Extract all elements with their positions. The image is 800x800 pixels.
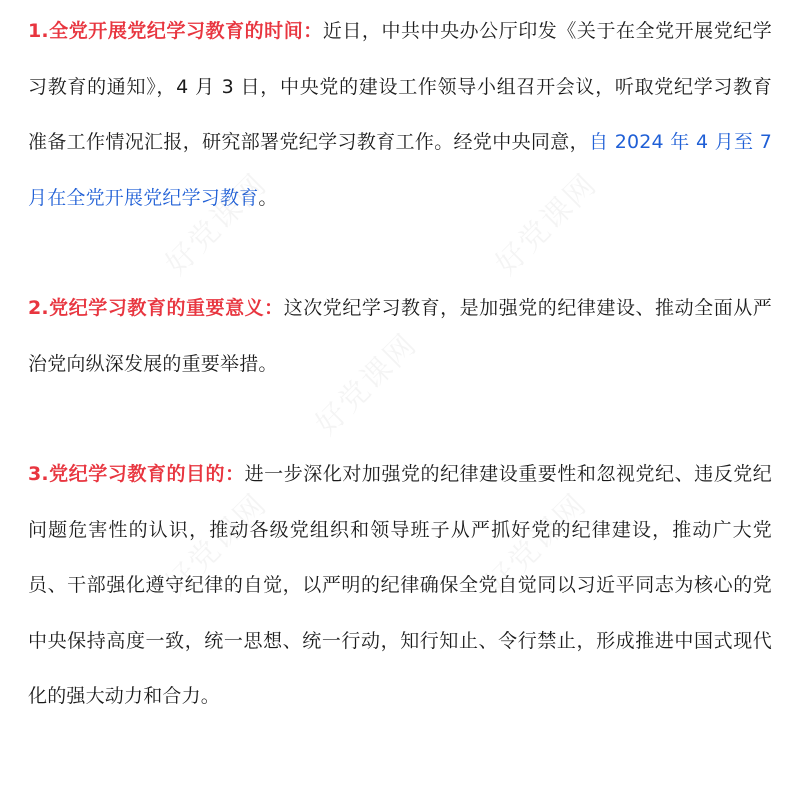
- section-text-end: 。: [258, 186, 278, 209]
- section-text: 这次党纪学习教育，是加强党的纪律建设、推动全面从严治党向纵深发展的重要举措。: [28, 297, 772, 375]
- section-heading: 1.全党开展党纪学习教育的时间：: [28, 20, 323, 42]
- section-time: [28, 4, 772, 226]
- section-heading: 2.党纪学习教育的重要意义：: [28, 297, 284, 319]
- highlight-text: 自 2024 年 4 月至 7 月在全党开展党纪学习教育: [28, 131, 772, 209]
- section-significance: [28, 281, 772, 392]
- section-text: 进一步深化对加强党的纪律建设重要性和忽视党纪、违反党纪问题危害性的认识，推动各级党组织和领导班子从严抓好党的纪律建设，推动广大党员、干部强化遵守纪律的自觉，以严明的纪律确保全党自觉同以习近平同志为核心的党中央保持高度一致，统一思想、统一行动，知行知止、令行禁止，形成推进中国式现代化的强大动力和合力。: [28, 463, 773, 707]
- section-heading: 3.党纪学习教育的目的：: [28, 463, 245, 485]
- section-text: 近日，中共中央办公厅印发《关于在全党开展党纪学习教育的通知》，4 月 3 日，中央党的建设工作领导小组召开会议，听取党纪学习教育准备工作情况汇报，研究部署党纪学习教育工作。经党中央同意，: [28, 20, 772, 153]
- section-purpose: [28, 447, 772, 725]
